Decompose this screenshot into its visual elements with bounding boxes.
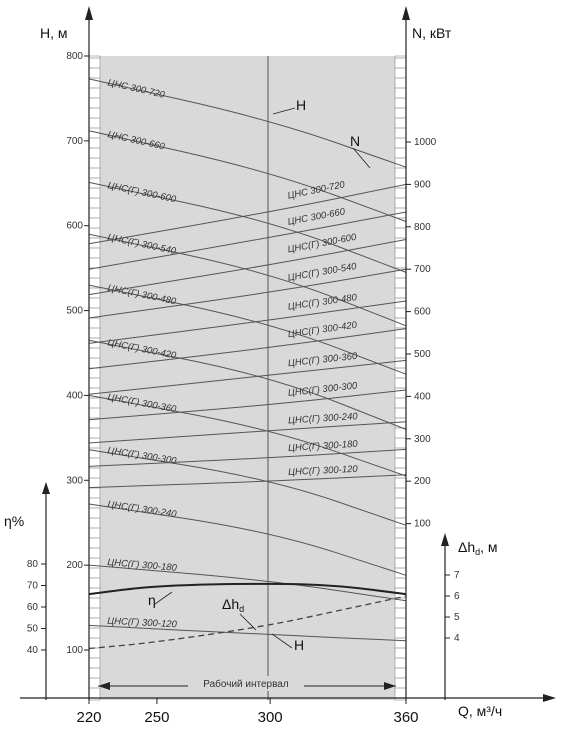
n-tick-label: 300 bbox=[414, 433, 431, 445]
npsh-tick-label: 6 bbox=[454, 591, 460, 602]
power-curve-label: ЦНС(Г) 300-420 bbox=[287, 319, 358, 341]
n-tick-label: 400 bbox=[414, 391, 431, 403]
head-curve-label: ЦНС 300-720 bbox=[106, 77, 166, 101]
npsh-tick-label: 7 bbox=[454, 570, 460, 581]
n-axis-label: N, кВт bbox=[412, 25, 452, 41]
eta-letter: η bbox=[148, 592, 156, 608]
eta-tick-label: 60 bbox=[26, 602, 38, 613]
head-curve-label: ЦНС(Г) 300-540 bbox=[106, 231, 177, 258]
head-curve-label: ЦНС(Г) 300-180 bbox=[106, 556, 178, 574]
h-tick-label: 400 bbox=[66, 390, 83, 402]
npsh-tick-label: 5 bbox=[454, 612, 460, 623]
head-curve-label: ЦНС(Г) 300-240 bbox=[106, 498, 178, 521]
power-curve-label: ЦНС(Г) 300-120 bbox=[287, 463, 358, 479]
npsh-axis-label-sub: d bbox=[475, 547, 481, 557]
head-curve-label: ЦНС(Г) 300-120 bbox=[106, 615, 178, 631]
plot-background bbox=[100, 56, 395, 700]
power-curve-label: ЦНС 300-660 bbox=[286, 206, 346, 228]
head-curve-label: ЦНС(Г) 300-360 bbox=[106, 391, 178, 416]
power-curve-label: ЦНС(Г) 300-300 bbox=[287, 380, 358, 399]
npsh-axis-arrow bbox=[441, 533, 449, 546]
eta-axis-arrow bbox=[42, 482, 50, 494]
dh-letter: $\Delta h_d$ bbox=[222, 596, 245, 614]
power-curve-label: ЦНС 300-720 bbox=[286, 179, 346, 202]
q-tick-label: 250 bbox=[144, 709, 170, 726]
n-tick-label: 500 bbox=[414, 349, 431, 360]
power-curve-label: ЦНС(Г) 300-360 bbox=[287, 350, 358, 370]
head-curve-label: ЦНС(Г) 300-480 bbox=[106, 282, 177, 308]
h-tick-label: 800 bbox=[66, 51, 83, 62]
q-tick-label: 300 bbox=[257, 709, 283, 726]
h-tick-label: 700 bbox=[66, 135, 83, 147]
head-curve-label: ЦНС(Г) 300-420 bbox=[106, 337, 177, 362]
head-curve-label: ЦНС(Г) 300-600 bbox=[106, 180, 177, 206]
h-tick-label: 100 bbox=[66, 645, 83, 656]
npsh-axis-label: $\Delta h_d$, м bbox=[458, 539, 498, 557]
h-top-letter: H bbox=[296, 97, 307, 113]
npsh-tick-label: 4 bbox=[454, 633, 460, 644]
h-tick-label: 300 bbox=[66, 475, 83, 487]
h-axis-label: H, м bbox=[40, 25, 68, 41]
power-curve-label: ЦНС(Г) 300-240 bbox=[287, 411, 358, 427]
n-tick-label: 100 bbox=[414, 518, 431, 530]
head-curve-label: ЦНС 300-660 bbox=[106, 129, 166, 153]
h-tick-label: 500 bbox=[66, 305, 83, 317]
h-tick-label: 600 bbox=[66, 220, 83, 232]
n-tick-label: 200 bbox=[414, 476, 431, 488]
n-tick-label: 900 bbox=[414, 179, 431, 191]
n-tick-label: 700 bbox=[414, 264, 431, 276]
eta-tick-label: 50 bbox=[26, 623, 38, 635]
n-tick-label: 800 bbox=[414, 221, 431, 233]
eta-tick-label: 70 bbox=[26, 580, 38, 592]
h-axis-arrow bbox=[85, 6, 93, 20]
h-bottom-letter: H bbox=[294, 637, 305, 653]
dh-letter-sub: d bbox=[239, 604, 245, 614]
n-letter: N bbox=[350, 133, 361, 149]
q-axis-arrow bbox=[543, 694, 556, 702]
n-tick-label: 1000 bbox=[414, 137, 437, 148]
n-axis-arrow bbox=[402, 6, 410, 20]
q-tick-label: 360 bbox=[393, 709, 419, 726]
power-curve-label: ЦНС(Г) 300-600 bbox=[286, 231, 358, 256]
power-curve-label: ЦНС(Г) 300-480 bbox=[287, 292, 358, 313]
working-interval-label: Рабочий интервал bbox=[203, 679, 289, 690]
power-curve-label: ЦНС(Г) 300-540 bbox=[286, 261, 358, 284]
power-curve-label: ЦНС(Г) 300-180 bbox=[287, 438, 358, 455]
head-curve-label: ЦНС(Г) 300-300 bbox=[106, 445, 178, 467]
eta-axis-label: η% bbox=[4, 513, 25, 529]
n-tick-label: 600 bbox=[414, 306, 431, 318]
q-tick-label: 220 bbox=[76, 709, 102, 726]
eta-tick-label: 80 bbox=[26, 559, 38, 570]
eta-tick-label: 40 bbox=[26, 645, 38, 656]
q-axis-label: Q, м³/ч bbox=[458, 703, 503, 719]
h-tick-label: 200 bbox=[66, 560, 83, 572]
